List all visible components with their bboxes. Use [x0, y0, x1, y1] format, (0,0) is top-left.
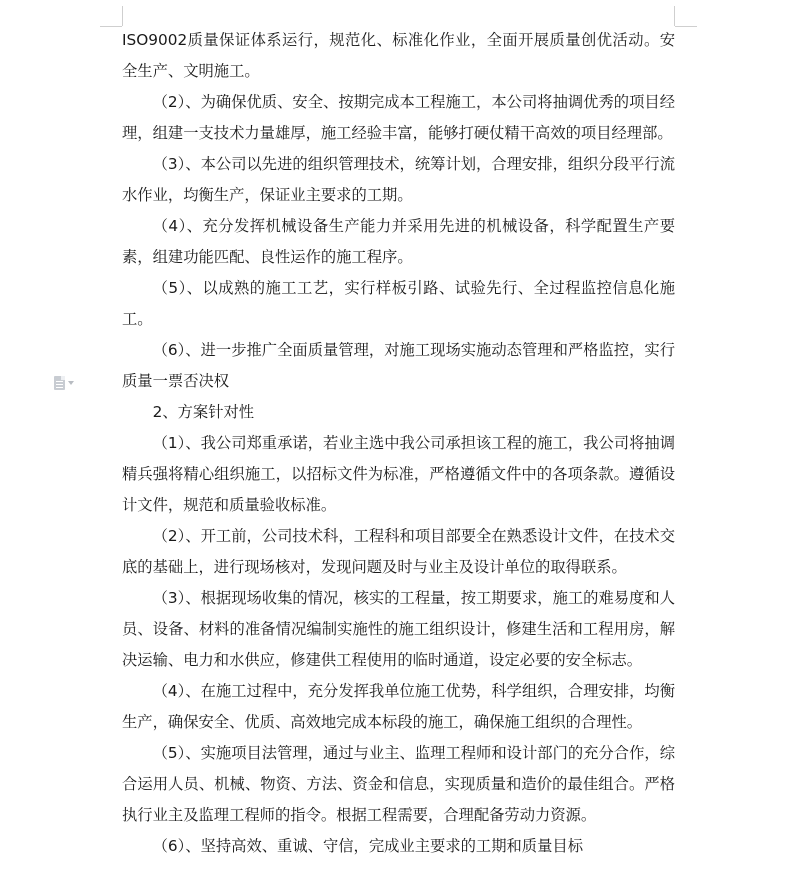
crop-mark-top-right — [674, 6, 675, 26]
paragraph-item: （6）、进一步推广全面质量管理，对施工现场实施动态管理和严格监控，实行质量一票否决权 — [122, 341, 675, 390]
paragraph-item: （1）、我公司郑重承诺，若业主选中我公司承担该工程的施工，我公司将抽调精兵强将精心组织施工，以招标文件为标准，严格遵循文件中的各项条款。遵循设计文件，规范和质量验收标准。 — [122, 434, 675, 514]
paragraph-item: （2）、开工前，公司技术科，工程科和项目部要全在熟悉设计文件，在技术交底的基础上，进行现场核对，发现问题及时与业主及设计单位的取得联系。 — [122, 527, 675, 576]
paragraph-item: （3）、本公司以先进的组织管理技术，统筹计划，合理安排，组织分段平行流水作业，均衡生产，保证业主要求的工期。 — [122, 155, 675, 204]
document-body[interactable] — [122, 25, 675, 862]
crop-mark-top-left — [122, 6, 123, 26]
paragraph-item: （4）、在施工过程中，充分发挥我单位施工优势，科学组织，合理安排，均衡生产，确保安全、优质、高效地完成本标段的施工，确保施工组织的合理性。 — [122, 682, 675, 731]
section-heading: 2、方案针对性 — [152, 403, 255, 421]
crop-mark-top-right-horizontal — [675, 26, 697, 27]
paragraph-item: （4）、充分发挥机械设备生产能力并采用先进的机械设备，科学配置生产要素，组建功能匹配、良性运作的施工程序。 — [122, 217, 675, 266]
paragraph-options-button[interactable] — [54, 374, 84, 392]
paragraph-item: （5）、以成熟的施工工艺，实行样板引路、试验先行、全过程监控信息化施工。 — [122, 279, 675, 328]
document-icon — [54, 376, 65, 390]
chevron-down-icon — [68, 381, 74, 385]
paragraph-item: （5）、实施项目法管理，通过与业主、监理工程师和设计部门的充分合作，综合运用人员、机械、物资、方法、资金和信息，实现质量和造价的最佳组合。严格执行业主及监理工程师的指令。根据工程需要，合理配备劳动力资源。 — [122, 744, 675, 824]
paragraph-continuation: ISO9002质量保证体系运行，规范化、标准化作业，全面开展质量创优活动。安全生产、文明施工。 — [122, 31, 675, 80]
crop-mark-top-left-horizontal — [100, 26, 122, 27]
paragraph-item: （2）、为确保优质、安全、按期完成本工程施工，本公司将抽调优秀的项目经理，组建一支技术力量雄厚，施工经验丰富，能够打硬仗精干高效的项目经理部。 — [122, 93, 675, 142]
paragraph-item: （3）、根据现场收集的情况，核实的工程量，按工期要求，施工的难易度和人员、设备、材料的准备情况编制实施性的施工组织设计，修建生活和工程用房，解决运输、电力和水供应，修建供工程使用的临时通道，设定必要的安全标志。 — [122, 589, 675, 669]
paragraph-item: （6）、坚持高效、重诚、守信，完成业主要求的工期和质量目标 — [152, 837, 583, 855]
